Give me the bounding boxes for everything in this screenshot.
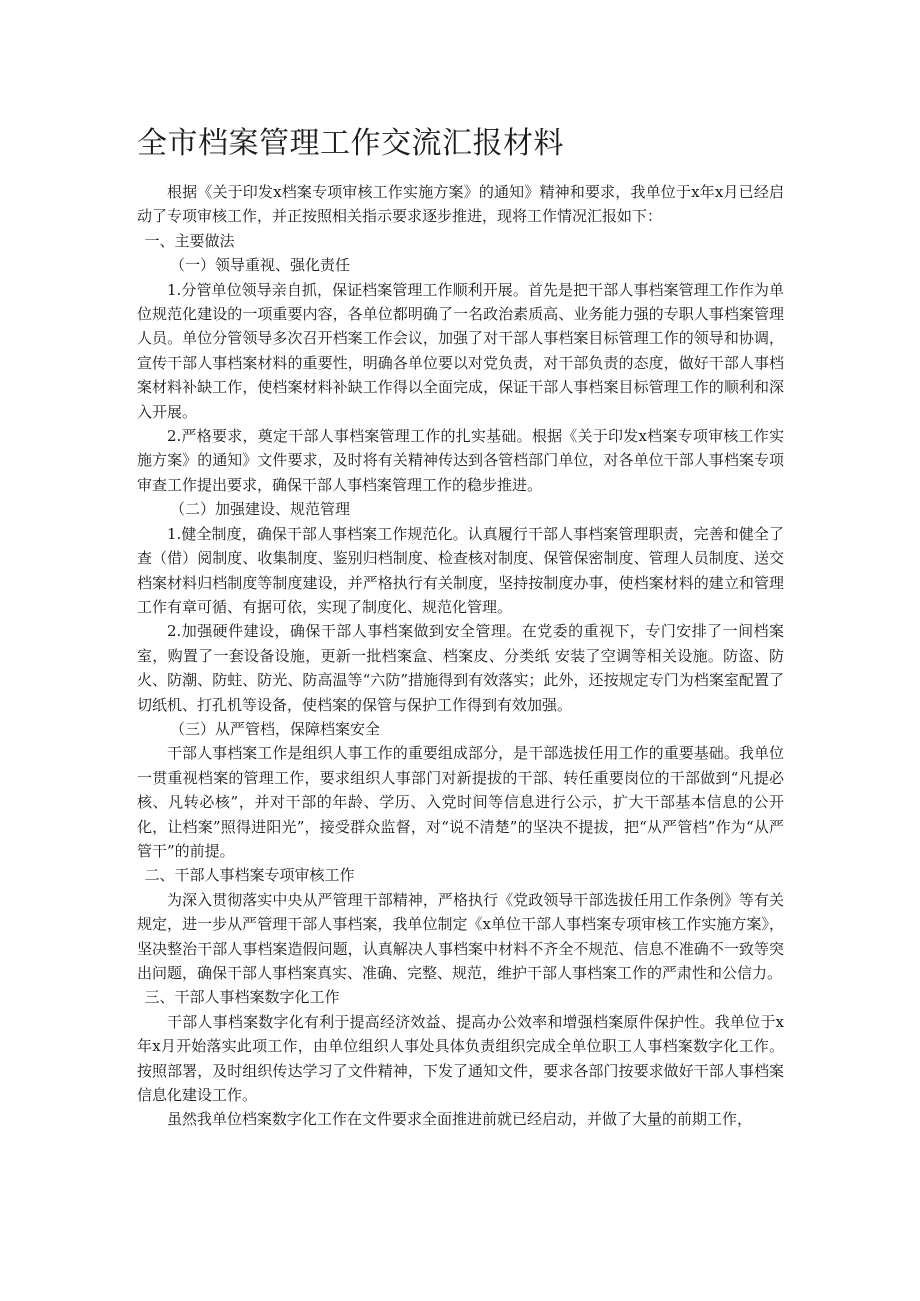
section-heading-3: 三、干部人事档案数字化工作 bbox=[144, 988, 340, 1007]
subsection-heading-1-3: （三）从严管档，保障档案安全 bbox=[170, 719, 381, 738]
paragraph-1-2-2: 2.加强硬件建设，确保干部人事档案做到安全管理。在党委的重视下，专门安排了一间档案室，购置了一套设备设施，更新一批档案盒、档案皮、分类纸 安装了空调等相关设施。防盗、防火、防潮、防蛀、防光、防高温等“六防”措施得到有效落实；此外，还按规定专门为档案室配置了切纸机、打孔机等设备，使档案的保管与保护工作得到有效加强。 bbox=[137, 622, 784, 714]
paragraph-1-2-1: 1.健全制度，确保干部人事档案工作规范化。认真履行干部人事档案管理职责，完善和健全了查（借）阅制度、收集制度、鉴别归档制度、检查核对制度、保管保密制度、管理人员制度、送交档案材料归档制度等制度建设，并严格执行有关制度，坚持按制度办事，使档案材料的建立和管理工作有章可循、有据可依，实现了制度化、规范化管理。 bbox=[137, 524, 784, 616]
paragraph-1-1-2: 2.严格要求，奠定干部人事档案管理工作的扎实基础。根据《关于印发x档案专项审核工作实施方案》的通知》文件要求，及时将有关精神传达到各管档部门单位，对各单位干部人事档案专项审查工作提出要求，确保干部人事档案管理工作的稳步推进。 bbox=[137, 427, 784, 494]
paragraph-3-2: 虽然我单位档案数字化工作在文件要求全面推进前就已经启动，并做了大量的前期工作， bbox=[167, 1110, 753, 1129]
document-title: 全市档案管理工作交流汇报材料 bbox=[137, 126, 564, 161]
intro-paragraph: 根据《关于印发x档案专项审核工作实施方案》的通知》精神和要求，我单位于x年x月已经启动了专项审核工作，并正按照相关指示要求逐步推进，现将工作情况汇报如下： bbox=[137, 183, 784, 226]
paragraph-1-1-1: 1.分管单位领导亲自抓，保证档案管理工作顺利开展。首先是把干部人事档案管理工作作为单位规范化建设的一项重要内容，各单位都明确了一名政治素质高、业务能力强的专职人事档案管理人员。单位分管领导多次召开档案工作会议，加强了对干部人事档案目标管理工作的领导和协调，宣传干部人事档案材料的重要性，明确各单位要以对党负责，对干部负责的态度，做好干部人事档案材料补缺工作，使档案材料补缺工作得以全面完成，保证干部人事档案目标管理工作的顺利和深入开展。 bbox=[137, 280, 784, 421]
paragraph-3-1: 干部人事档案数字化有利于提高经济效益、提高办公效率和增强档案原件保护性。我单位于x年x月开始落实此项工作，由单位组织人事处具体负责组织完成全单位职工人事档案数字化工作。按照部署，及时组织传达学习了文件精神，下发了通知文件，要求各部门按要求做好干部人事档案信息化建设工作。 bbox=[137, 1012, 784, 1105]
document-body bbox=[137, 180, 784, 1132]
paragraph-1-3: 干部人事档案工作是组织人事工作的重要组成部分，是干部选拔任用工作的重要基础。我单位一贯重视档案的管理工作，要求组织人事部门对新提拔的干部、转任重要岗位的干部做到“凡提必核、凡转必核”，并对干部的年龄、学历、入党时间等信息进行公示，扩大干部基本信息的公开化，让档案”照得进阳光”，接受群众监督，对“说不清楚”的坚决不提拔，把“从严管档”作为“从严管干”的前提。 bbox=[137, 744, 784, 860]
paragraph-2: 为深入贯彻落实中央从严管理干部精神，严格执行《党政领导干部选拔任用工作条例》等有关规定，进一步从严管理干部人事档案，我单位制定《x单位干部人事档案专项审核工作实施方案》，坚决整治干部人事档案造假问题，认真解决人事档案中材料不齐全不规范、信息不准确不一致等突出问题，确保干部人事档案真实、准确、完整、规范，维护干部人事档案工作的严肃性和公信力。 bbox=[137, 890, 784, 982]
section-heading-2: 二、干部人事档案专项审核工作 bbox=[144, 866, 355, 885]
subsection-heading-1-2: （二）加强建设、规范管理 bbox=[170, 500, 351, 519]
section-heading-1: 一、主要做法 bbox=[144, 231, 235, 250]
subsection-heading-1-1: （一）领导重视、强化责任 bbox=[170, 256, 351, 275]
